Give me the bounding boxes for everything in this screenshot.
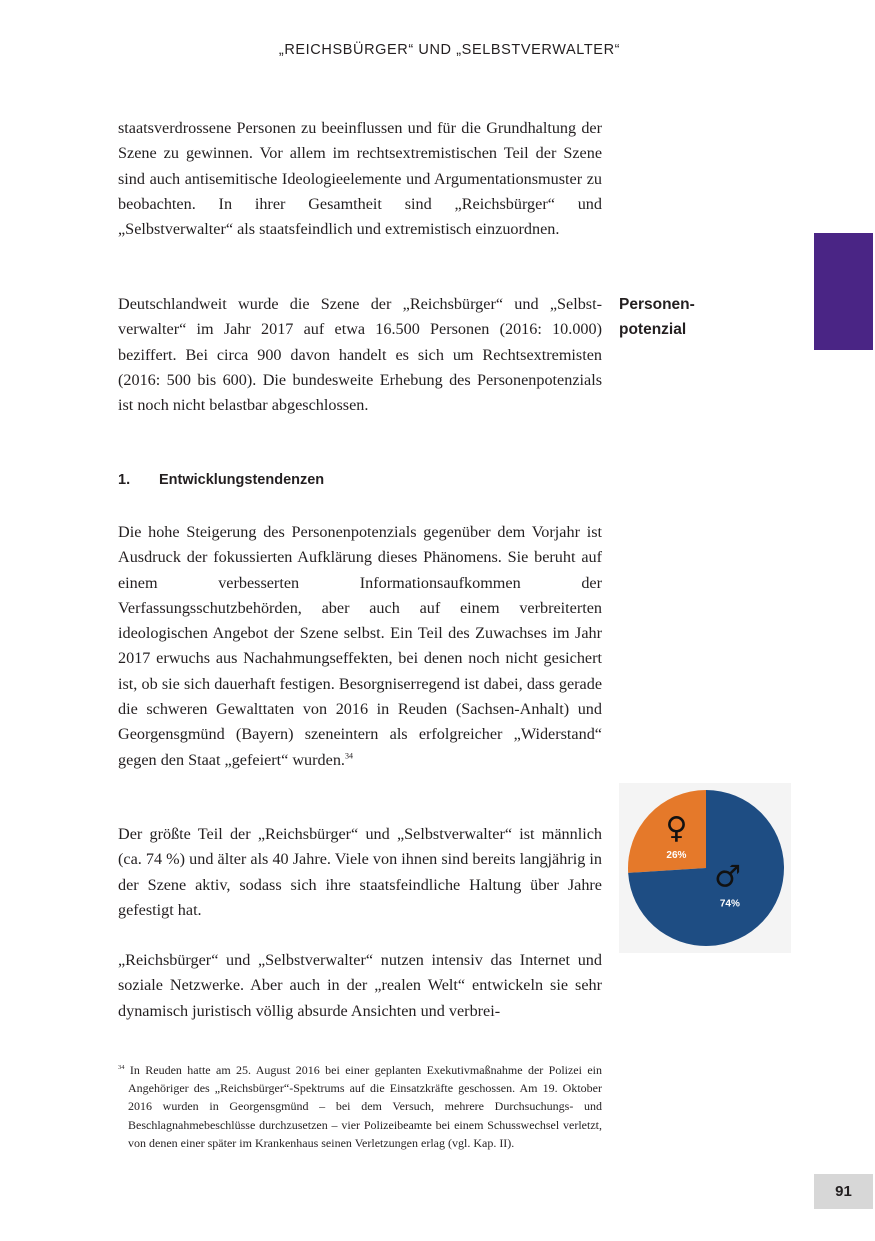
body-paragraph-4 [118, 822, 602, 923]
pie-label-männlich: 74% [719, 898, 740, 910]
footnote-text: In Reuden hatte am 25. August 2016 bei einer geplanten Exekutivmaßnahme der Polizei ein Angehöriger des „Reichsbürger“-Spektrums auf die Einsatzkräfte geschossen. Am 19. Oktober 2016 wurden in Georgensgmünd – bei dem Versuch, mehrere Durchsuchungs- und Beschlagnahmebeschlüsse durchzusetzen – vier Polizeibeamte bei einem Schusswechsel verletzt, von denen einer später im Krankenhaus seinen Verletzungen erlag (vgl. Kap. II). [128, 1063, 603, 1150]
footnote-number: 34 [118, 1064, 125, 1071]
section-title: Entwicklungstendenzen [159, 472, 325, 488]
paragraph-text: „Reichsbürger“ und „Selbstverwalter“ nutzen intensiv das Internet und soziale Netzwerke. Aber auch in der „realen Welt“ entwickeln sie sehr dynamisch juristisch völlig absurde Ansichten und verbrei- [118, 951, 602, 1020]
chapter-tab [814, 233, 873, 350]
body-paragraph-5 [118, 948, 602, 1024]
margin-note-personenpotenzial [619, 292, 769, 342]
running-header: „REICHSBÜRGER“ UND „SELBSTVERWALTER“ [278, 42, 621, 58]
pie-label-weiblich: 26% [666, 850, 687, 862]
body-paragraph-3 [118, 520, 602, 773]
body-paragraph-2 [118, 292, 602, 418]
paragraph-text [118, 520, 602, 773]
margin-note-line-2: potenzial [619, 321, 687, 338]
section-number: 1. [118, 472, 131, 488]
male-symbol-icon: ♂ [714, 859, 742, 895]
gender-pie-chart [619, 783, 791, 953]
page-number: 91 [814, 1174, 873, 1209]
footnote-34 [118, 1061, 602, 1152]
paragraph-text: staatsverdrossene Personen zu beeinflussen und für die Grundhaltung der Szene zu gewinnen. Vor allem im rechtsextremistischen Teil der Szene sind auch antisemitische Ideologieelemente und Argumentationsmuster zu beobachten. In ihrer Gesamtheit sind „Reichsbürger“ und „Selbstverwalter“ als staatsfeindlich und extremistisch einzuordnen. [118, 119, 602, 239]
female-symbol-icon: ♀ [665, 811, 688, 847]
margin-note-line-1: Personen- [619, 296, 695, 313]
paragraph-text: Deutschlandweit wurde die Szene der „Reichsbürger“ und „Selbstverwalter“ im Jahr 2017 auf etwa 16.500 Personen (2016: 10.000) beziffert. Bei circa 900 davon handelt es sich um Rechtsextremisten (2016: 500 bis 600). Die bundesweite Erhebung des Personenpotenzials ist noch nicht belastbar abgeschlossen. [118, 295, 602, 415]
pie-chart-svg [619, 783, 791, 953]
paragraph-text-body: Die hohe Steigerung des Personenpotenzials gegenüber dem Vorjahr ist Ausdruck der fokussierten Aufklärung dieses Phänomens. Sie beruht auf einem verbesserten Informationsaufkommen der Verfassungsschutzbehörden, aber auch auf einem verbreiterten ideologischen Angebot der Szene selbst. Ein Teil des Zuwachses im Jahr 2017 erwuchs aus Nachahmungseffekten, bei denen noch nicht gesichert ist, ob sie sich dauerhaft festigen. Besorgniserregend ist dabei, dass gerade die schweren Gewalttaten von 2016 in Reuden (Sachsen-Anhalt) und Georgensgmünd (Bayern) szeneintern als erfolgreicher „Widerstand“ gegen den Staat „gefeiert“ wurden. [118, 523, 602, 769]
paragraph-text: Der größte Teil der „Reichsbürger“ und „Selbstverwalter“ ist männlich (ca. 74 %) und älter als 40 Jahre. Viele von ihnen sind bereits langjährig in der Szene aktiv, sodass sich ihre staatsfeindliche Haltung über Jahre gefestigt hat. [118, 825, 602, 919]
footnote-reference[interactable]: 34 [344, 751, 353, 761]
section-heading [118, 470, 602, 490]
body-paragraph-1 [118, 116, 602, 242]
